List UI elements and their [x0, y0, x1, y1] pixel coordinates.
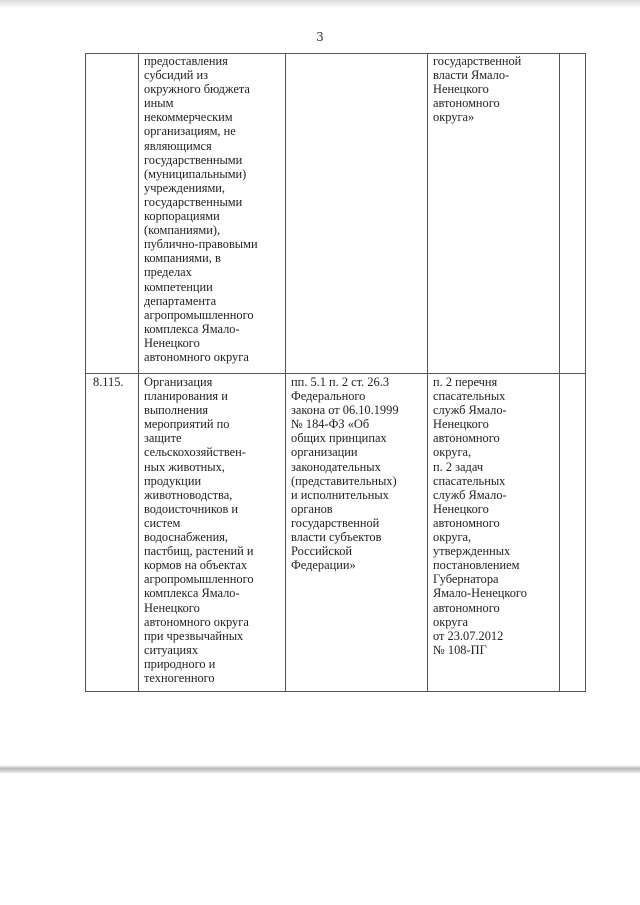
competence-table: [85, 53, 586, 692]
regional-basis-cell: п. 2 перечня спасательных служб Ямало- Ненецкого автономного округа, п. 2 задач спасательных служб Ямало- Ненецкого автономного округа, утвержденных постановлением Губернатора Ямало-Ненецкого автономного округа от 23.07.2012 № 108-ПГ: [428, 374, 560, 692]
table-row: [86, 374, 586, 692]
federal-basis-cell: [286, 54, 428, 374]
scan-edge-shadow: [0, 0, 640, 8]
regional-basis-cell: государственной власти Ямало- Ненецкого автономного округа»: [428, 54, 560, 374]
row-number-cell: [86, 54, 139, 374]
scan-bottom-edge: [0, 765, 640, 774]
table-row: [86, 54, 586, 374]
page-number: 3: [316, 30, 324, 44]
row-number-cell: 8.115.: [86, 374, 139, 692]
note-cell: [560, 54, 586, 374]
competence-name-cell: Организация планирования и выполнения мероприятий по защите сельскохозяйствен- ных животных, продукции животноводства, водоисточников и систем водоснабжения, пастбищ, растений и кормов на объектах агропромышленного комплекса Ямало- Ненецкого автономного округа при чрезвычайных ситуациях природного и техногенного: [139, 374, 286, 692]
competence-name-cell: предоставления субсидий из окружного бюджета иным некоммерческим организациям, не являющимся государственными (муниципальными) учреждениями, государственными корпорациями (компаниями), публично-правовыми компаниями, в пределах компетенции департамента агропромышленного комплекса Ямало- Ненецкого автономного округа: [139, 54, 286, 374]
federal-basis-cell: пп. 5.1 п. 2 ст. 26.3 Федерального закона от 06.10.1999 № 184-ФЗ «Об общих принципах организации законодательных (представительных) и исполнительных органов государственной власти субъектов Российской Федерации»: [286, 374, 428, 692]
note-cell: [560, 374, 586, 692]
